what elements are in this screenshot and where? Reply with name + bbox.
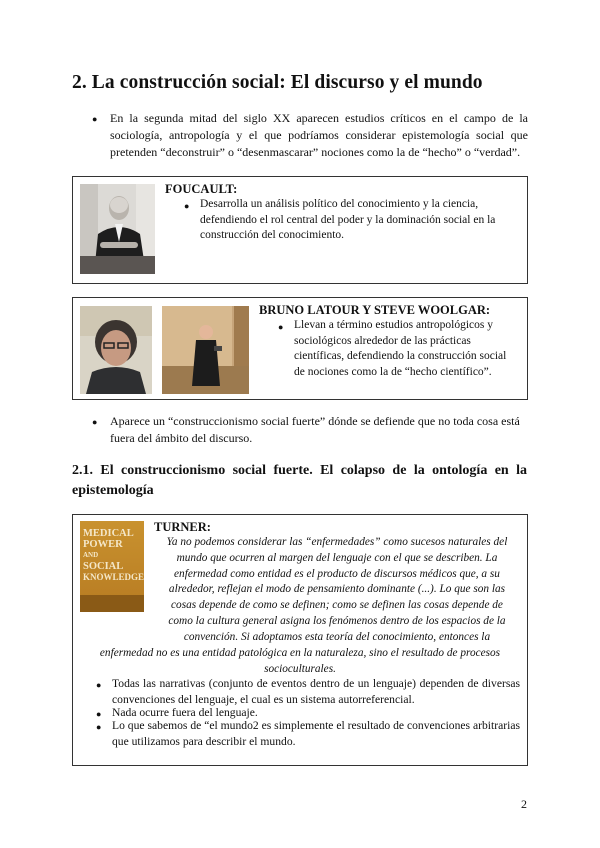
- quote-line: mundo que ocurren al margen del lenguaje con el que se describen. La: [176, 551, 498, 564]
- quote-line: Ya no podemos considerar las “enfermedades” como sucesos naturales del: [166, 536, 508, 548]
- turner-quote-bottom: [80, 646, 520, 678]
- turner-name: TURNER:: [154, 520, 211, 534]
- subsection-title: 2.1. El construccionismo social fuerte. El colapso de la ontología en la epistemología: [72, 463, 527, 498]
- section-title: 2. La construcción social: El discurso y el mundo: [72, 72, 483, 93]
- quote-line: convención. Si adoptamos esta teoría del conocimiento, entonces la: [183, 630, 491, 643]
- turner-bullet-text: Todas las narrativas (conjunto de eventos dentro de un lenguaje) dependen de diversas convenciones del lenguaje, el cual es un sistema autorreferencial.: [112, 677, 520, 706]
- bullet-glyph: ●: [184, 201, 190, 211]
- bullet-glyph: ●: [96, 722, 102, 732]
- intro-bullet: [92, 110, 528, 161]
- turner-book-cover: [80, 521, 144, 612]
- foucault-name: FOUCAULT:: [165, 182, 238, 196]
- turner-bullet-text: Lo que sabemos de “el mundo2 es simplemente el resultado de convenciones arbitrarias que utilizamos para describir el mundo.: [112, 719, 520, 748]
- foucault-photo: [80, 184, 155, 274]
- turner-bullet: [96, 676, 520, 707]
- book-title-line: SOCIAL: [83, 561, 124, 572]
- book-title-line: AND: [83, 551, 99, 559]
- quote-line: enfermedad como entidad es el producto de discursos médicos que, a su: [174, 567, 500, 580]
- turner-bullet-text: Nada ocurre fuera del lenguaje.: [112, 706, 258, 719]
- woolgar-photo: [162, 306, 249, 394]
- bullet-glyph: ●: [92, 417, 98, 427]
- bullet-glyph: ●: [92, 114, 98, 124]
- bullet-glyph: ●: [96, 709, 102, 719]
- foucault-bullet-text: Desarrolla un análisis político del conocimiento y la ciencia, defendiendo el rol central del poder y la dominación social en la construcción del conocimiento.: [200, 198, 496, 241]
- quote-line: alrededor, reflejan el modo de pensamiento dominante (...). Lo que son las: [168, 583, 506, 596]
- latour-bullet-text: Llevan a término estudios antropológicos y sociológicos alrededor de las prácticas científicas, defendiendo la construcción social de nociones como la de “hecho científico”.: [294, 319, 507, 378]
- turner-bullet: [96, 718, 520, 749]
- bullet-glyph: ●: [96, 680, 102, 690]
- intro-bullet-text: En la segunda mitad del siglo XX aparecen estudios críticos en el campo de la sociología, antropología y el que podríamos considerar epistemología social que pretenden “deconstruir” o “desenmascarar” nociones como la de “hecho” o “verdad”.: [110, 111, 528, 159]
- quote-line: socioculturales.: [264, 662, 336, 675]
- strong-constructionism-bullet: [92, 413, 528, 447]
- turner-quote-top: [154, 535, 520, 646]
- book-title-line: KNOWLEDGE: [83, 572, 144, 582]
- quote-line: enfermedad no es una entidad patológica en la naturaleza, sino el resultado de procesos: [99, 647, 501, 659]
- quote-line: cosas depende de como se definen; como se definen las cosas depende de: [171, 599, 503, 612]
- strong-bullet-text: Aparece un “construccionismo social fuerte” dónde se defiende que no toda cosa está fuera del ámbito del discurso.: [110, 414, 520, 445]
- book-title-line: POWER: [83, 539, 123, 550]
- latour-name: BRUNO LATOUR Y STEVE WOOLGAR:: [259, 303, 491, 317]
- latour-bullet: [278, 318, 514, 380]
- foucault-bullet: [184, 197, 514, 244]
- latour-photo: [80, 306, 152, 394]
- book-title-line: MEDICAL: [83, 528, 134, 539]
- bullet-glyph: ●: [278, 322, 284, 332]
- page-number: 2: [521, 797, 527, 811]
- quote-line: como la cultura general asigna los fenómenos dentro de los espacios de la: [168, 614, 506, 627]
